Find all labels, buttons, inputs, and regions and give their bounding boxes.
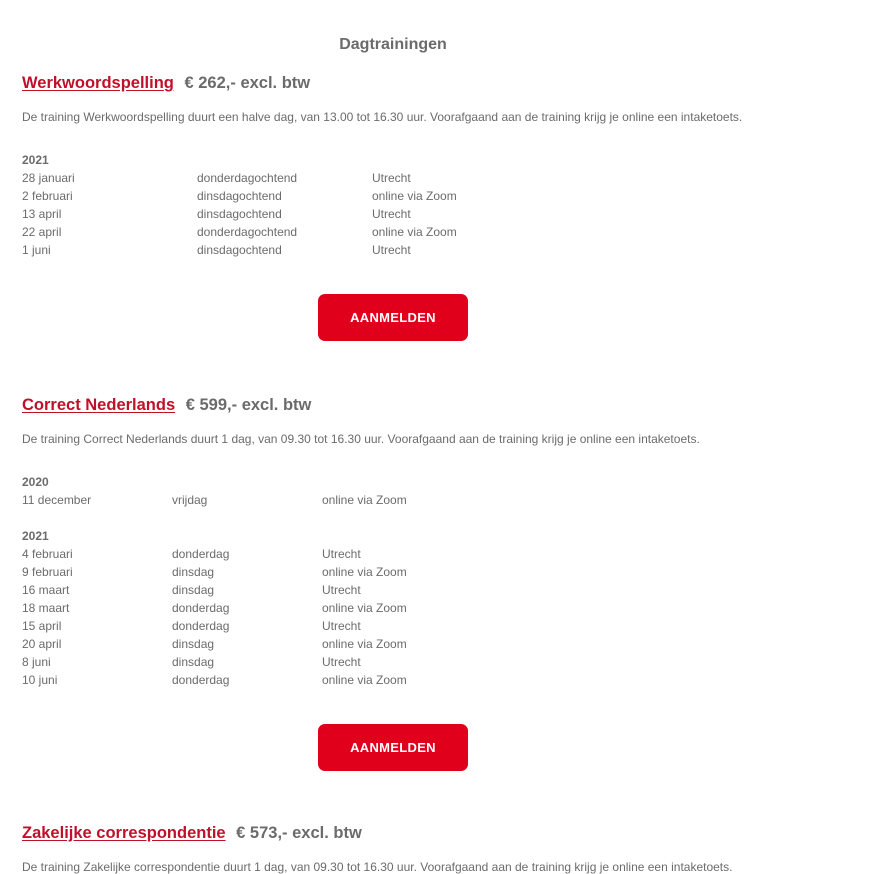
schedule-day: dinsdag (172, 637, 215, 651)
schedule-date: 1 juni (22, 243, 51, 257)
schedule-row (22, 241, 822, 259)
schedule-location: online via Zoom (322, 565, 407, 579)
schedule-day: vrijdag (172, 493, 208, 507)
schedule-day: dinsdagochtend (197, 207, 282, 221)
schedule-location: Utrecht (322, 583, 361, 597)
schedule-date: 10 juni (22, 673, 58, 687)
schedule-row (22, 205, 822, 223)
schedule-row (22, 563, 822, 581)
schedule-location: online via Zoom (322, 673, 407, 687)
schedule-day: dinsdagochtend (197, 243, 282, 257)
schedule-location: Utrecht (372, 171, 411, 185)
schedule-day: donderdagochtend (197, 225, 298, 239)
schedule-date: 20 april (22, 637, 62, 651)
course-description: De training Werkwoordspelling duurt een halve dag, van 13.00 tot 16.30 uur. Voorafgaand aan de training krijg je online een intaketoets. (22, 110, 743, 124)
schedule-location: Utrecht (322, 547, 361, 561)
course-title-link[interactable]: Werkwoordspelling (22, 74, 174, 92)
schedule-table (22, 473, 822, 689)
course-price: € 262,- excl. btw (184, 74, 311, 92)
schedule-day: donderdag (172, 619, 230, 633)
schedule-location: Utrecht (322, 655, 361, 669)
schedule-row (22, 491, 822, 509)
schedule-day: dinsdag (172, 583, 215, 597)
schedule-day: donderdagochtend (197, 171, 298, 185)
schedule-date: 13 april (22, 207, 62, 221)
schedule-date: 2 februari (22, 189, 73, 203)
course-price: € 573,- excl. btw (236, 824, 362, 842)
schedule-day: dinsdagochtend (197, 189, 282, 203)
schedule-location: online via Zoom (322, 637, 407, 651)
schedule-location: online via Zoom (372, 225, 457, 239)
schedule-location: Utrecht (322, 619, 361, 633)
schedule-row (22, 617, 822, 635)
schedule-location: online via Zoom (372, 189, 457, 203)
schedule-row (22, 653, 822, 671)
schedule-row (22, 599, 822, 617)
schedule-location: Utrecht (372, 207, 411, 221)
course-header (22, 824, 822, 843)
schedule-year: 2020 (22, 475, 49, 489)
schedule-day: dinsdag (172, 655, 215, 669)
schedule-row (22, 187, 822, 205)
course-header (22, 74, 822, 93)
schedule-table (22, 151, 822, 259)
course-title-link[interactable]: Zakelijke correspondentie (22, 824, 226, 842)
course-description: De training Zakelijke correspondentie duurt 1 dag, van 09.30 tot 16.30 uur. Voorafgaand aan de training krijg je online een intaketoets. (22, 860, 733, 874)
course-werkwoordspelling (22, 74, 822, 259)
course-zakelijke-correspondentie (22, 824, 822, 874)
schedule-date: 18 maart (22, 601, 70, 615)
course-title-link[interactable]: Correct Nederlands (22, 396, 176, 414)
schedule-date: 28 januari (22, 171, 75, 185)
schedule-location: online via Zoom (322, 493, 407, 507)
schedule-date: 4 februari (22, 547, 73, 561)
schedule-location: Utrecht (372, 243, 411, 257)
schedule-day: dinsdag (172, 565, 215, 579)
schedule-row (22, 671, 822, 689)
course-description: De training Correct Nederlands duurt 1 dag, van 09.30 tot 16.30 uur. Voorafgaand aan de training krijg je online een intaketoets. (22, 432, 700, 446)
course-correct-nederlands (22, 396, 822, 689)
aanmelden-button[interactable]: AANMELDEN (318, 724, 468, 771)
schedule-date: 8 juni (22, 655, 51, 669)
course-price: € 599,- excl. btw (185, 396, 312, 414)
schedule-day: donderdag (172, 673, 230, 687)
schedule-row (22, 581, 822, 599)
aanmelden-button[interactable]: AANMELDEN (318, 294, 468, 341)
schedule-date: 11 december (22, 493, 92, 507)
schedule-date: 9 februari (22, 565, 73, 579)
page-title: Dagtrainingen (339, 36, 447, 53)
schedule-date: 16 maart (22, 583, 70, 597)
schedule-year: 2021 (22, 529, 49, 543)
schedule-day: donderdag (172, 601, 230, 615)
schedule-date: 15 april (22, 619, 62, 633)
schedule-date: 22 april (22, 225, 62, 239)
schedule-row (22, 169, 822, 187)
course-header (22, 396, 822, 415)
schedule-row (22, 545, 822, 563)
schedule-day: donderdag (172, 547, 230, 561)
schedule-year: 2021 (22, 153, 49, 167)
schedule-row (22, 223, 822, 241)
schedule-location: online via Zoom (322, 601, 407, 615)
schedule-row (22, 635, 822, 653)
